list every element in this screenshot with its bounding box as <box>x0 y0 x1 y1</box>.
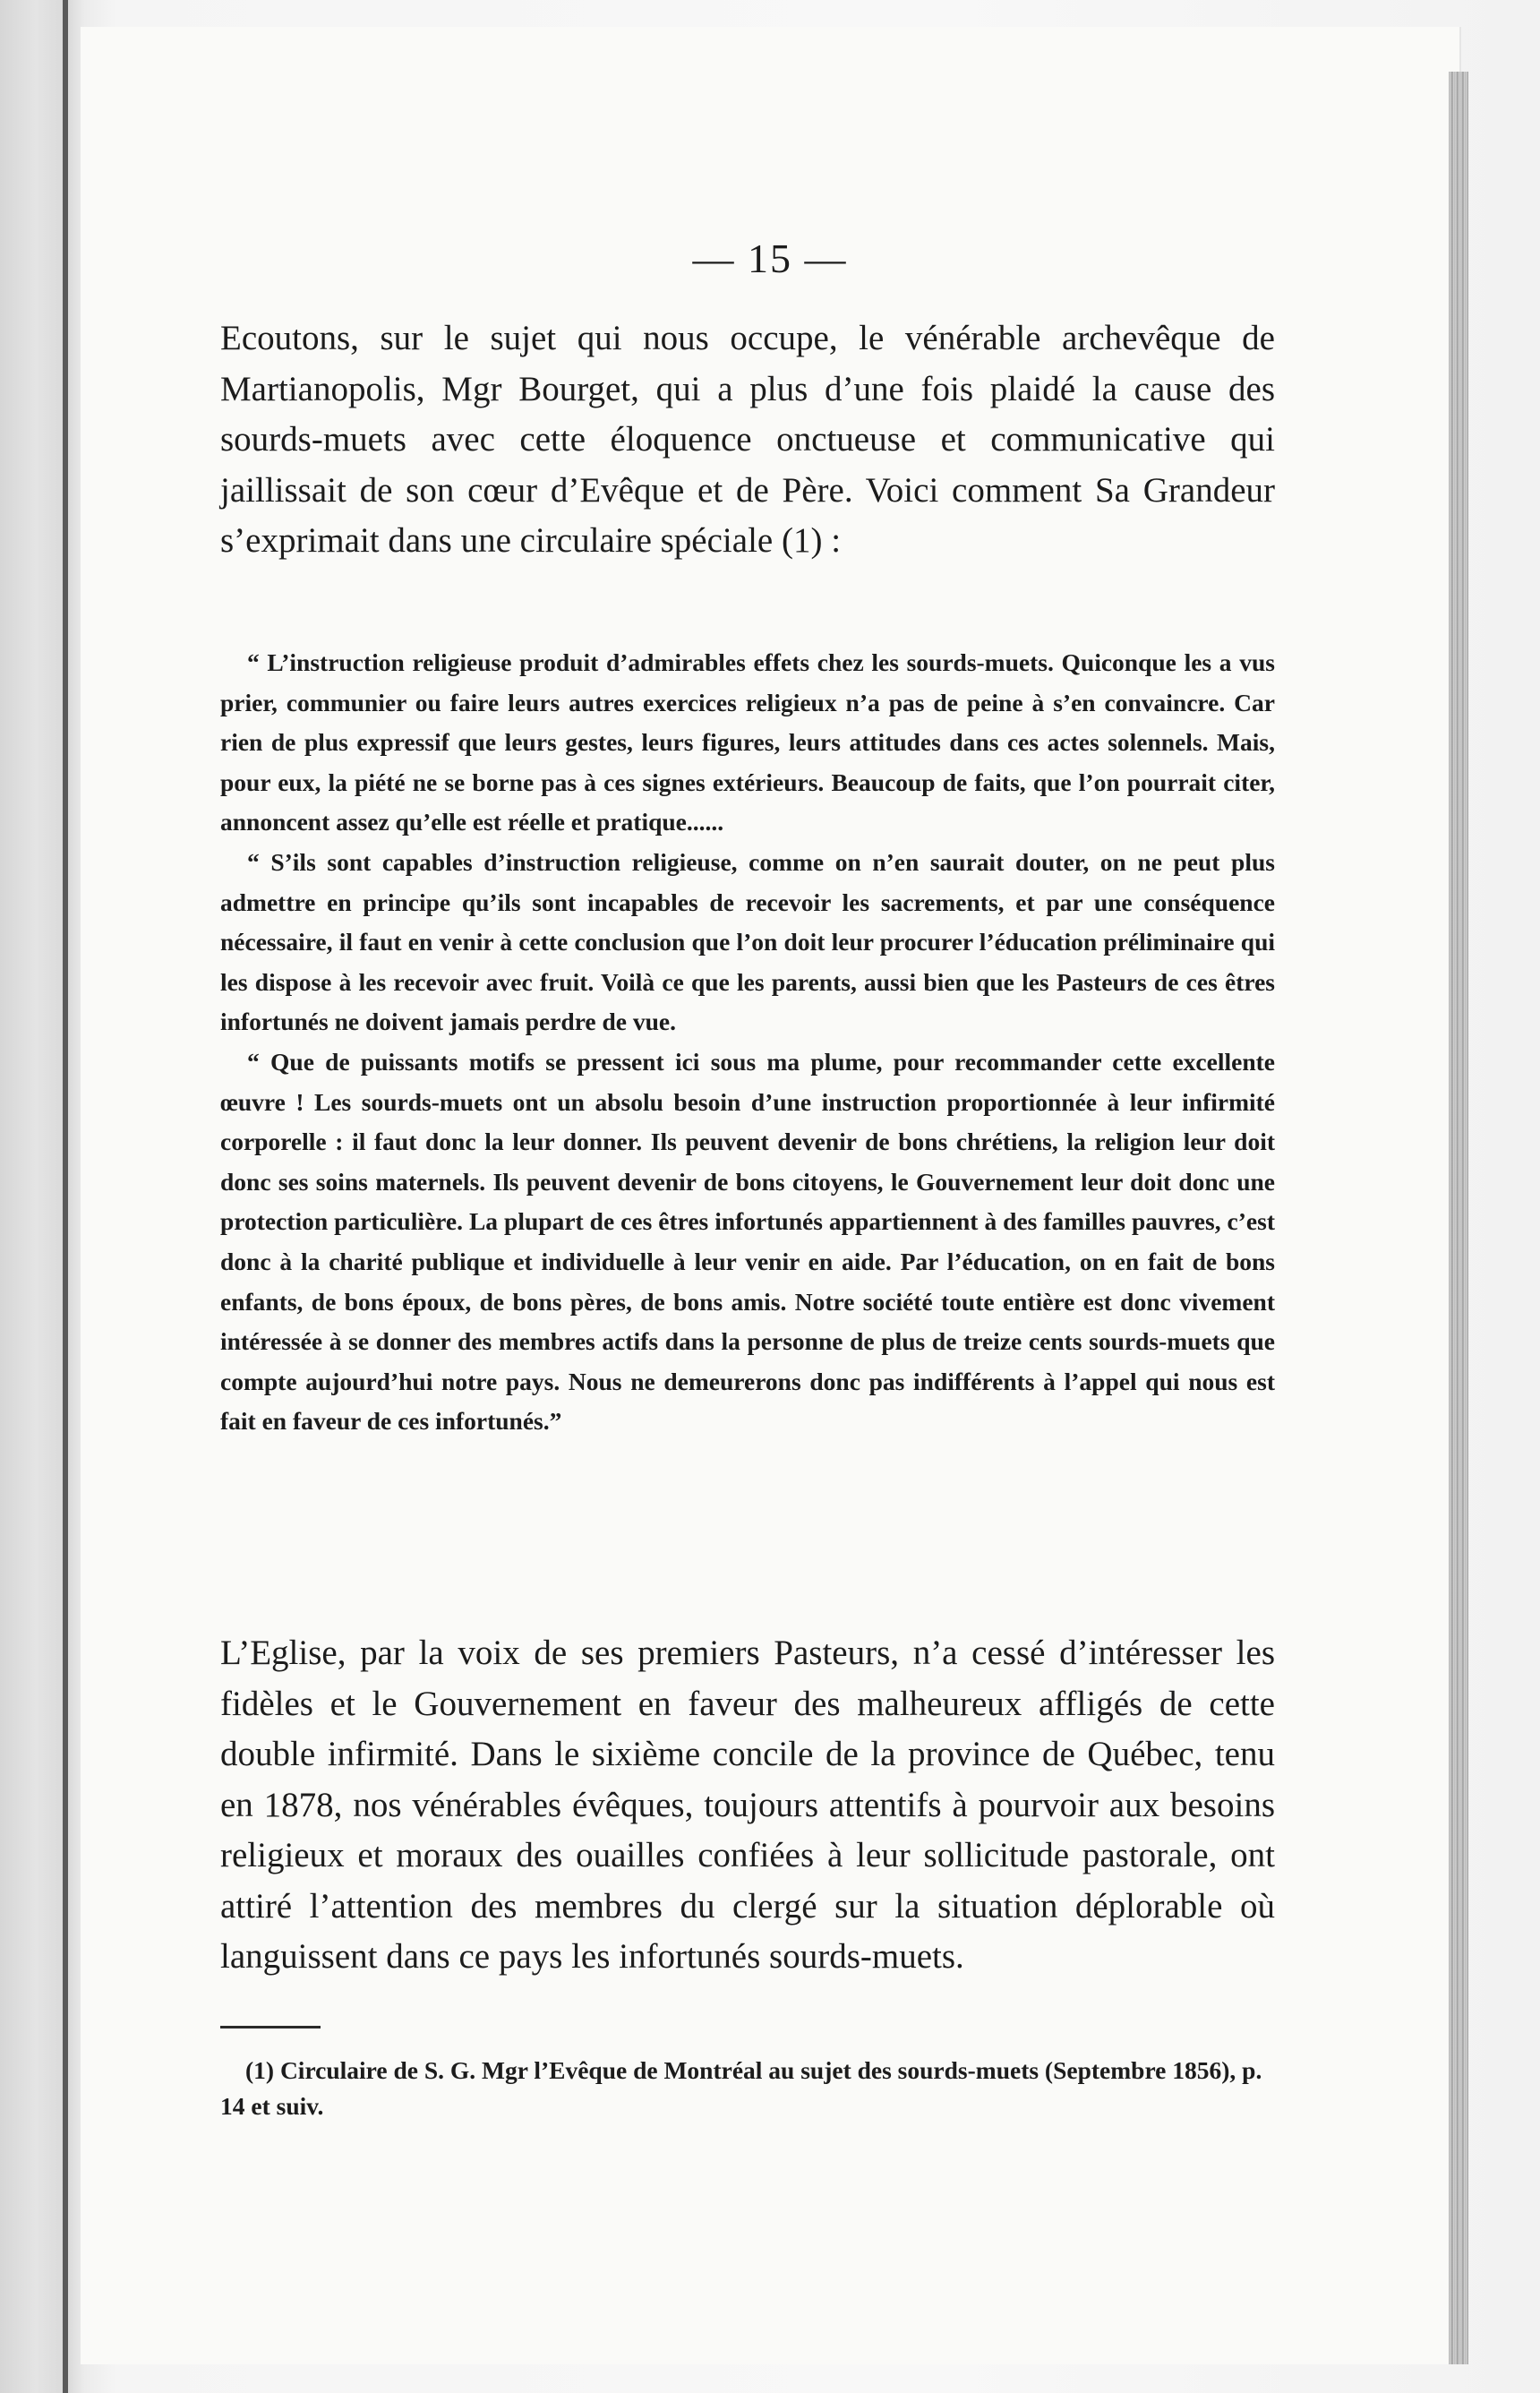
footnote-rule <box>220 2026 321 2028</box>
circular-quotation <box>220 643 1275 1442</box>
book-binding-edge <box>63 0 68 2393</box>
footnote: (1) Circulaire de S. G. Mgr l’Evêque de Montréal au sujet des sourds-muets (Septembre 1856), p. 14 et suiv. <box>220 2056 1262 2120</box>
page-stack-edge <box>1449 72 1468 2364</box>
quote-paragraph-3: “ Que de puissants motifs se pressent ici sous ma plume, pour recommander cette excellente œuvre ! Les sourds-muets ont un absolu besoin d’une instruction proportionnée à leur infirmité corporelle : il faut donc la leur donner. Ils peuvent devenir de bons chrétiens, la religion leur doit donc ses soins maternels. Ils peuvent devenir de bons citoyens, le Gouvernement leur doit donc une protection particulière. La plupart de ces êtres infortunés appartiennent à des familles pauvres, c’est donc à la charité publique et individuelle à leur venir en aide. Par l’éducation, on en fait de bons enfants, de bons époux, de bons pères, de bons amis. Notre société toute entière est donc vivement intéressée à se donner des membres actifs dans la personne de plus de treize cents sourds-muets que compte aujourd’hui notre pays. Nous ne demeurerons donc pas indifférents à l’appel qui nous est fait en faveur de ces infortunés.” <box>220 1047 1275 1436</box>
page-number: — 15 — <box>692 236 848 281</box>
church-paragraph: L’Eglise, par la voix de ses premiers Pasteurs, n’a cessé d’intéresser les fidèles et le Gouvernement en faveur des malheureux affligés de cette double infirmité. Dans le sixième concile de la province de Québec, tenu en 1878, nos vénérables évêques, toujours attentifs à pourvoir aux besoins religieux et moraux des ouailles confiées à leur sollicitude pastorale, ont attiré l’attention des membres du clergé sur la situation déplorable où languissent dans ce pays les infortunés sourds-muets. <box>220 1634 1275 1976</box>
intro-paragraph: Ecoutons, sur le sujet qui nous occupe, le vénérable archevêque de Martianopolis, Mgr Bourget, qui a plus d’une fois plaidé la cause des sourds-muets avec cette éloquence onctueuse et communicative qui jaillissait de son cœur d’Evêque et de Père. Voici comment Sa Grandeur s’exprimait dans une circulaire spéciale (1) : <box>220 319 1275 560</box>
quote-paragraph-1: “ L’instruction religieuse produit d’admirables effets chez les sourds-muets. Quiconque les a vus prier, communier ou faire leurs autres exercices religieux n’a pas de peine à s’en convaincre. Car rien de plus expressif que leurs gestes, leurs figures, leurs attitudes dans ces actes solennels. Mais, pour eux, la piété ne se borne pas à ces signes extérieurs. Beaucoup de faits, que l’on pourrait citer, annoncent assez qu’elle est réelle et pratique...... <box>220 648 1275 836</box>
quote-paragraph-2: “ S’ils sont capables d’instruction religieuse, comme on n’en saurait douter, on ne peut plus admettre en principe qu’ils sont incapables de recevoir les sacrements, et par une conséquence nécessaire, il faut en venir à cette conclusion que l’on doit leur procurer l’éducation préliminaire qui les dispose à les recevoir avec fruit. Voilà ce que les parents, aussi bien que les Pasteurs de ces êtres infortunés ne doivent jamais perdre de vue. <box>220 847 1275 1036</box>
